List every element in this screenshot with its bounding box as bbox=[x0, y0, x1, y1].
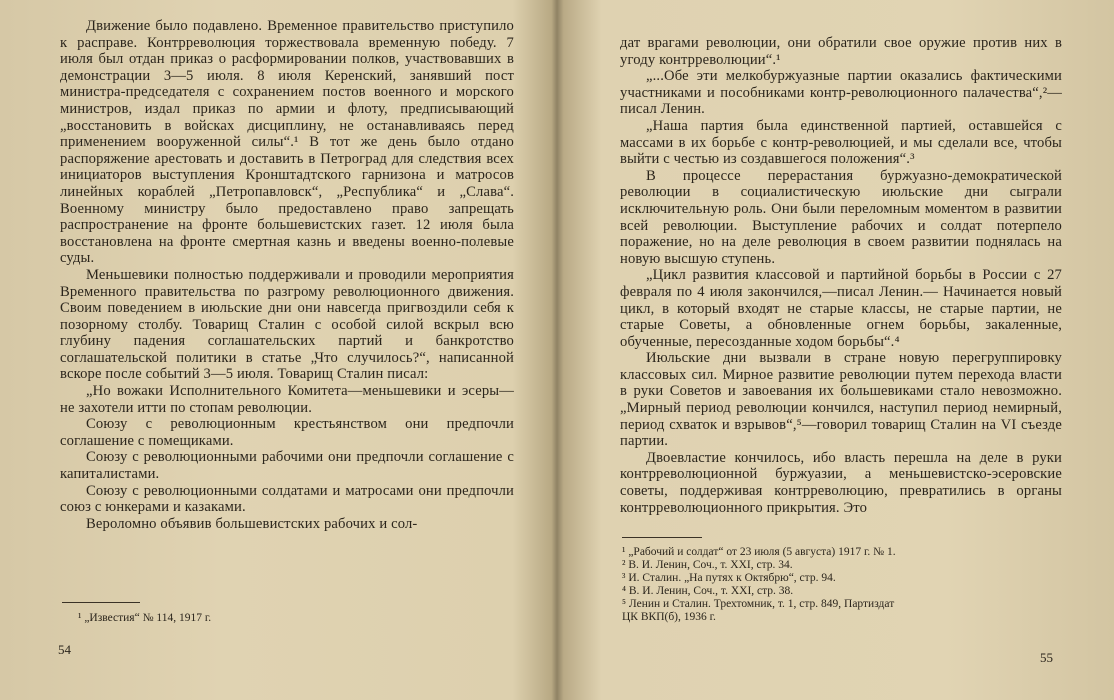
paragraph: Движение было подавлено. Временное правительство приступило к расправе. Контрреволюция торжествовала временную победу. 7 июля был отдан приказ о расформировании полков, участвовавших в демонстрации 3—5 июля. 8 июля Керенский, занявший пост министра-председателя с сохранением постов военного и морского министров, издал приказ по армии и флоту, предписывающий „восстановить в войсках дисциплину, не останавливаясь перед применением вооруженной силы“.¹ В тот же день было отдано распоряжение арестовать и доставить в Петроград для следствия всех инициаторов выступления Кронштадтского гарнизона и матросов линейных кораблей „Петропавловск“, „Республика“ и „Слава“. Военному министру было предоставлено право запрещать распространение на фронте большевистских газет. 12 июля была восстановлена на фронте смертная казнь и введены военно-полевые суды. bbox=[60, 18, 514, 267]
paragraph: „Но вожаки Исполнительного Комитета—меньшевики и эсеры—не захотели итти по стопам революции. bbox=[60, 383, 514, 416]
right-page bbox=[558, 0, 1114, 700]
page-number: 54 bbox=[58, 642, 71, 657]
footnote-separator bbox=[622, 537, 702, 538]
footnote: ¹ „Рабочий и солдат“ от 23 июля (5 августа) 1917 г. № 1. bbox=[622, 546, 896, 558]
page-number: 55 bbox=[1040, 650, 1053, 665]
footnote: ¹ „Известия“ № 114, 1917 г. bbox=[78, 612, 212, 624]
footnote: ЦК ВКП(б), 1936 г. bbox=[622, 611, 716, 623]
paragraph: дат врагами революции, они обратили свое оружие против них в угоду контрреволюции“.¹ bbox=[620, 35, 1062, 68]
footnote: ⁴ В. И. Ленин, Соч., т. XXI, стр. 38. bbox=[622, 585, 794, 597]
paragraph: „Цикл развития классовой и партийной борьбы в России с 27 февраля по 4 июля закончился,—писал Ленин.— Начинается новый цикл, в который входят не старые классы, не старые партии, не старые Советы, а обновленные огнем борьбы, закаленные, обученные, пересозданные ходом борьбы“.⁴ bbox=[620, 267, 1062, 350]
right-footnotes bbox=[622, 546, 1062, 624]
footnote: ³ И. Сталин. „На путях к Октябрю“, стр. 94. bbox=[622, 572, 836, 584]
paragraph: Июльские дни вызвали в стране новую перегруппировку классовых сил. Мирное развитие революции путем перехода власти в руки Советов и завоевания их большевиками стало невозможно. „Мирный период революции кончился, наступил период немирный, период схваток и взрывов“,⁵—говорил товарищ Сталин на VI съезде партии. bbox=[620, 350, 1062, 450]
left-footnotes bbox=[78, 612, 498, 625]
footnote-separator bbox=[62, 602, 140, 603]
footnote: ⁵ Ленин и Сталин. Трехтомник, т. 1, стр. 849, Партиздат bbox=[622, 598, 895, 610]
paragraph: „Наша партия была единственной партией, оставшейся с массами в их борьбе с контр-революцией, и мы сделали все, чтобы выйти с честью из создавшегося положения“.³ bbox=[620, 117, 1062, 168]
paragraph: Союзу с революционными солдатами и матросами они предпочли союз с юнкерами и казаками. bbox=[60, 482, 514, 516]
paragraph: „...Обе эти мелкобуржуазные партии оказались фактическими участниками и пособниками контр-революционного палачества“,²—писал Ленин. bbox=[620, 68, 1062, 118]
paragraph: Меньшевики полностью поддерживали и проводили мероприятия Временного правительства по разгрому революционного движения. Своим поведением в июльские дни они навсегда пригвоздили себя к позорному столбу. Товарищ Сталин с особой силой вскрыл всю глубину падения соглашательских партий и банкротство соглашательской политики в статье „Что случилось?“, написанной вскоре после событий 3—5 июля. Товарищ Сталин писал: bbox=[60, 266, 514, 383]
paragraph: Союзу с революционным крестьянством они предпочли соглашение с помещиками. bbox=[60, 416, 514, 449]
paragraph: Вероломно объявив большевистских рабочих и сол- bbox=[86, 515, 418, 532]
paragraph: Двоевластие кончилось, ибо власть перешла на деле в руки контрреволюционной буржуазии, а меньшевистско-эсеровские советы, поддерживая контрреволюцию, превратились в органы контрреволюционного прикрытия. Это bbox=[620, 449, 1062, 516]
right-page-body bbox=[620, 35, 1062, 516]
left-page bbox=[0, 0, 556, 700]
paragraph: Союзу с революционными рабочими они предпочли соглашение с капиталистами. bbox=[60, 449, 514, 483]
paragraph: В процессе перерастания буржуазно-демократической революции в социалистическую июльские дни сыграли исключительную роль. Они были переломным моментом в развитии всей революции. Выступление рабочих и солдат потерпело поражение, но на деле революция в своем развитии поднялась на новую высшую ступень. bbox=[620, 167, 1062, 267]
footnote: ² В. И. Ленин, Соч., т. XXI, стр. 34. bbox=[622, 559, 793, 571]
left-page-body bbox=[60, 18, 514, 532]
